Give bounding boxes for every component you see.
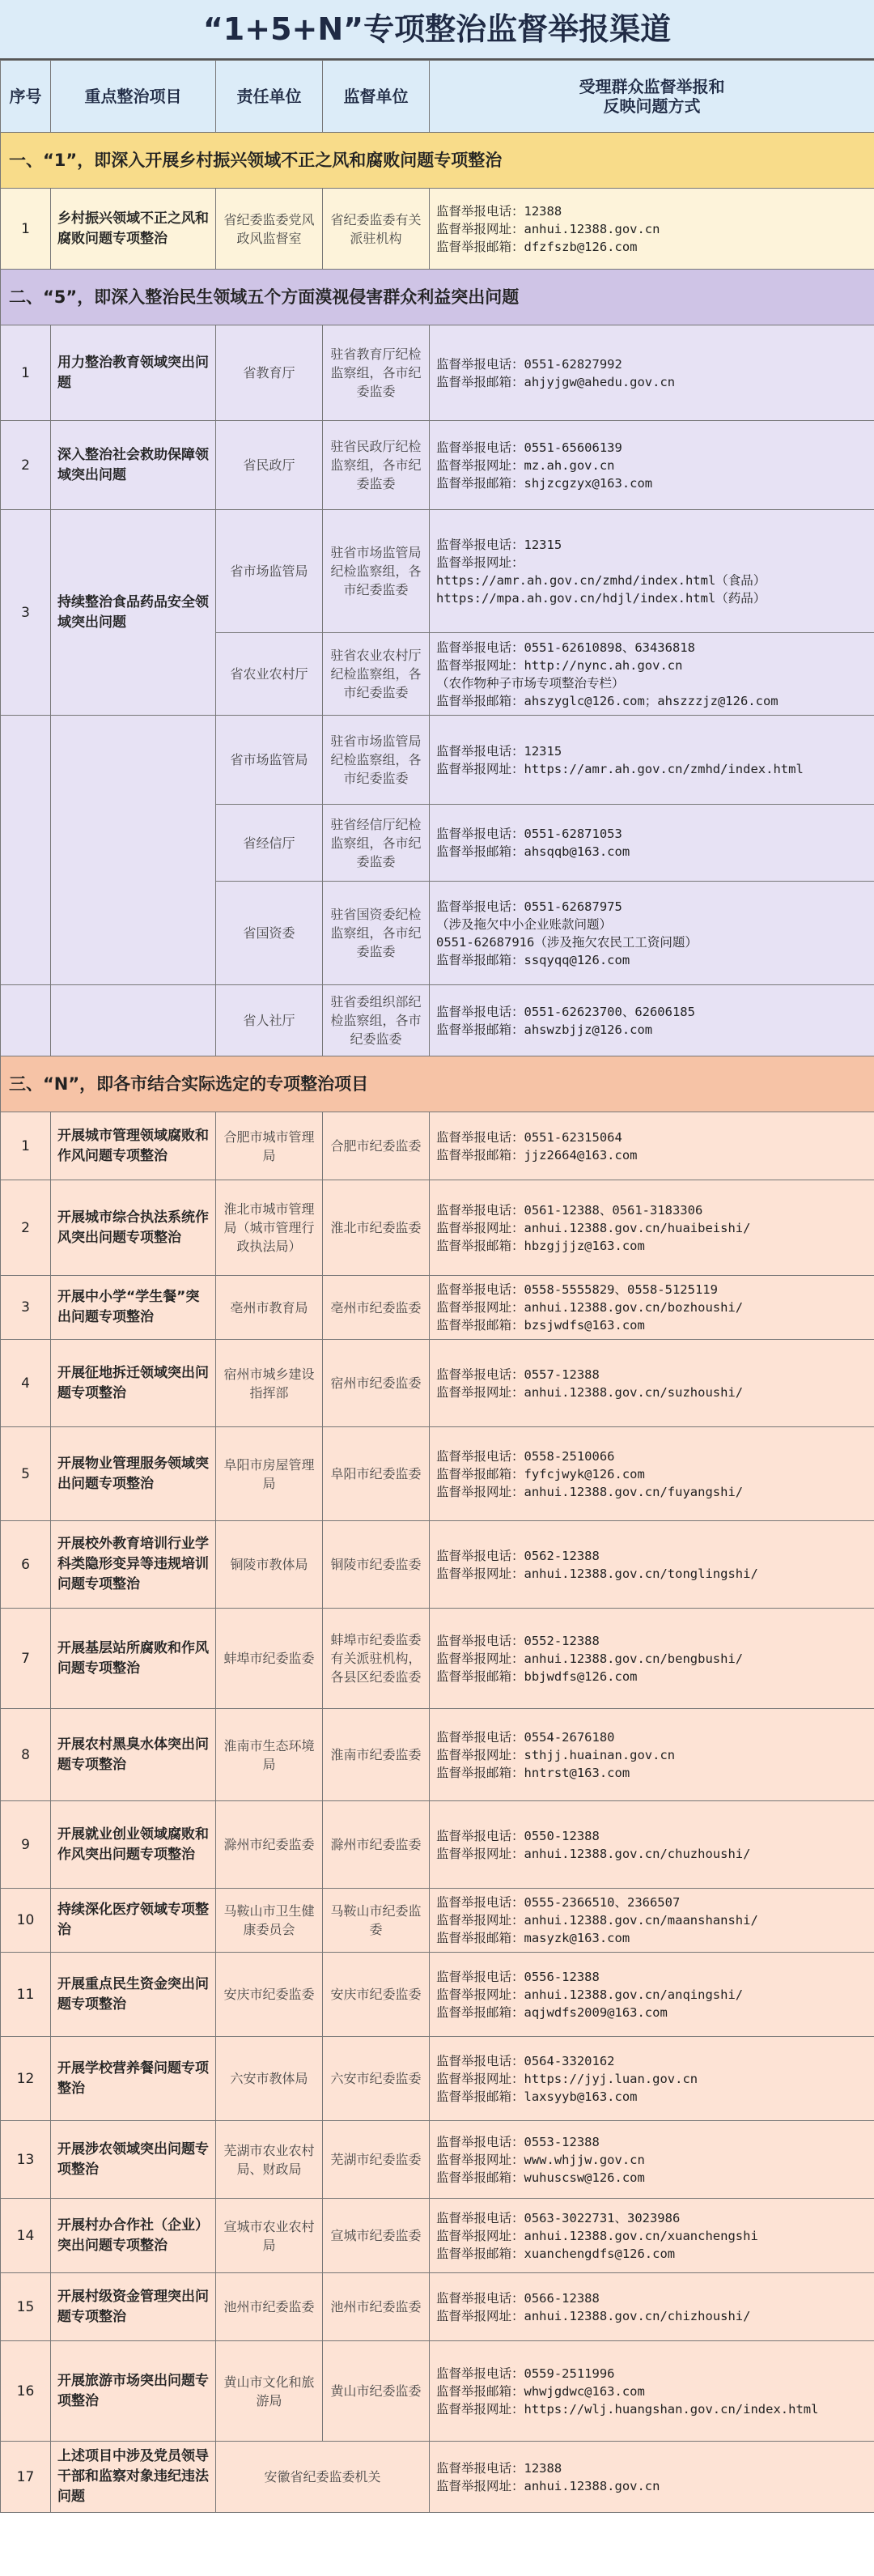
contact-line: 监督举报网址：anhui.12388.gov.cn/bozhoushi/: [436, 1300, 744, 1315]
table-row: [1, 510, 874, 633]
row-responsible-unit: 省纪委监委党风政风监督室: [216, 189, 323, 270]
row-contact: [430, 2199, 874, 2273]
row-responsible-unit: 安庆市纪委监委: [216, 1953, 323, 2037]
row-item: 开展涉农领域突出问题专项整治: [51, 2121, 216, 2199]
row-contact: [430, 882, 874, 985]
table-row: [1, 985, 874, 1056]
contact-line: 监督举报邮箱：masyzk@163.com: [436, 1931, 630, 1945]
table-row: [1, 1112, 874, 1180]
row-supervisor-unit: 驻省市场监管局纪检监察组，各市纪委监委: [323, 716, 430, 805]
row-seq: 13: [1, 2121, 51, 2199]
row-responsible-unit: 池州市纪委监委: [216, 2273, 323, 2341]
section-title: 三、“N”，即各市结合实际选定的专项整治项目: [1, 1056, 874, 1112]
row-responsible-unit: 铜陵市教体局: [216, 1521, 323, 1609]
header-responsible: 责任单位: [216, 61, 323, 133]
table-row: [1, 421, 874, 510]
row-contact: [430, 1340, 874, 1427]
contact-line: 监督举报邮箱：jjz2664@163.com: [436, 1147, 638, 1163]
contact-line: 监督举报电话：0551-62315064: [436, 1129, 622, 1145]
row-supervisor-unit: 亳州市纪委监委: [323, 1276, 430, 1340]
row-contact: [430, 1953, 874, 2037]
section-title: 一、“1”，即深入开展乡村振兴领域不正之风和腐败问题专项整治: [1, 133, 874, 189]
section-title: 二、“5”，即深入整治民生领域五个方面漠视侵害群众利益突出问题: [1, 270, 874, 325]
table-row: [1, 1889, 874, 1953]
contact-line: 监督举报邮箱：ahjyjgw@ahedu.gov.cn: [436, 374, 676, 389]
contact-line: 监督举报邮箱：shjzcgzyx@163.com: [436, 475, 653, 491]
row-responsible-unit: 省农业农村厅: [216, 633, 323, 716]
contact-line: 监督举报电话：0564-3320162: [436, 2053, 615, 2068]
table-row: [1, 325, 874, 421]
row-responsible-unit: 省人社厅: [216, 985, 323, 1056]
row-responsible-unit: 省国资委: [216, 882, 323, 985]
row-supervisor-unit: 驻省经信厅纪检监察组，各市纪委监委: [323, 805, 430, 882]
row-responsible-unit: 宣城市农业农村局: [216, 2199, 323, 2273]
row-contact: [430, 1801, 874, 1889]
contact-line: 监督举报电话：12388: [436, 203, 562, 219]
row-contact: [430, 1889, 874, 1953]
page-title: “1+5+N”专项整治监督举报渠道: [0, 0, 874, 60]
row-item: 用力整治教育领域突出问题: [51, 325, 216, 421]
row-contact: [430, 1276, 874, 1340]
row-item: 上述项目中涉及党员领导干部和监察对象违纪违法问题: [51, 2442, 216, 2513]
row-supervisor-unit: 马鞍山市纪委监委: [323, 1889, 430, 1953]
contact-line: 监督举报邮箱：fyfcjwyk@126.com: [436, 1466, 645, 1481]
table-row: [1, 2273, 874, 2341]
row-seq: [1, 716, 51, 985]
row-item: 持续深化医疗领域专项整治: [51, 1889, 216, 1953]
row-supervisor-unit: 铜陵市纪委监委: [323, 1521, 430, 1609]
contact-line: （农作物种子市场专项整治专栏）: [436, 675, 625, 691]
header-contact-line1: 受理群众监督举报和: [579, 77, 725, 96]
row-contact: [430, 633, 874, 716]
contact-line: 监督举报邮箱：bzsjwdfs@163.com: [436, 1318, 645, 1333]
contact-line: 监督举报邮箱：hbzgjjjz@163.com: [436, 1238, 645, 1253]
row-seq: 11: [1, 1953, 51, 2037]
contact-line: 监督举报电话：0553-12388: [436, 2134, 600, 2149]
contact-line: 监督举报网址：www.whjjw.gov.cn: [436, 2152, 645, 2167]
row-seq: 3: [1, 1276, 51, 1340]
header-seq: 序号: [1, 61, 51, 133]
row-supervisor-unit: 安庆市纪委监委: [323, 1953, 430, 2037]
row-item: 乡村振兴领域不正之风和腐败问题专项整治: [51, 189, 216, 270]
row-supervisor-unit: 宣城市纪委监委: [323, 2199, 430, 2273]
row-responsible-unit: 省教育厅: [216, 325, 323, 421]
contact-line: 监督举报电话：0558-5555829、0558-5125119: [436, 1282, 718, 1297]
row-seq: 10: [1, 1889, 51, 1953]
contact-line: 监督举报电话：0563-3022731、3023986: [436, 2210, 681, 2225]
row-responsible-unit: 淮北市城市管理局（城市管理行政执法局）: [216, 1180, 323, 1276]
contact-line: 监督举报电话：0562-12388: [436, 1548, 600, 1563]
row-supervisor-unit: 阜阳市纪委监委: [323, 1427, 430, 1521]
table-row: [1, 189, 874, 270]
row-contact: [430, 1427, 874, 1521]
row-responsible-unit: 合肥市城市管理局: [216, 1112, 323, 1180]
row-responsible-unit: 黄山市文化和旅游局: [216, 2341, 323, 2442]
row-item: 开展校外教育培训行业学科类隐形变异等违规培训问题专项整治: [51, 1521, 216, 1609]
contact-line: 监督举报邮箱：ahszyglc@126.com；ahszzzjz@126.com: [436, 693, 779, 708]
contact-line: 监督举报网址：anhui.12388.gov.cn: [436, 2478, 660, 2493]
row-contact: [430, 2341, 874, 2442]
contact-line: 监督举报电话：0551-62610898、63436818: [436, 640, 695, 655]
row-responsible-unit: 蚌埠市纪委监委: [216, 1609, 323, 1709]
contact-line: 监督举报网址：sthjj.huainan.gov.cn: [436, 1747, 676, 1762]
contact-line: 监督举报网址：anhui.12388.gov.cn/chuzhoushi/: [436, 1846, 751, 1861]
contact-line: 监督举报电话：0551-62623700、62606185: [436, 1004, 695, 1019]
table-row: [1, 1180, 874, 1276]
row-item: 开展物业管理服务领域突出问题专项整治: [51, 1427, 216, 1521]
row-seq: 1: [1, 325, 51, 421]
header-contact-line2: 反映问题方式: [603, 96, 701, 116]
row-supervisor-unit: 蚌埠市纪委监委有关派驻机构，各县区纪委监委: [323, 1609, 430, 1709]
row-contact: [430, 1521, 874, 1609]
row-contact: [430, 1609, 874, 1709]
row-supervisor-unit: 驻省市场监管局纪检监察组，各市纪委监委: [323, 510, 430, 633]
row-item: 开展就业创业领域腐败和作风突出问题专项整治: [51, 1801, 216, 1889]
row-item: [51, 985, 216, 1056]
contact-line: 监督举报网址：http://nync.ah.gov.cn: [436, 657, 683, 673]
table-row: [1, 2341, 874, 2442]
row-item: 深入整治社会救助保障领域突出问题: [51, 421, 216, 510]
contact-line: 监督举报邮箱：dfzfszb@126.com: [436, 239, 638, 254]
contact-line: 监督举报网址：anhui.12388.gov.cn/huaibeishi/: [436, 1220, 751, 1235]
row-item: 开展村级资金管理突出问题专项整治: [51, 2273, 216, 2341]
contact-line: 监督举报网址：anhui.12388.gov.cn/xuanchengshi: [436, 2228, 758, 2243]
contact-line: 监督举报邮箱：whwjgdwc@163.com: [436, 2383, 645, 2399]
row-responsible-unit: 省市场监管局: [216, 716, 323, 805]
contact-line: 监督举报网址：mz.ah.gov.cn: [436, 457, 615, 473]
contact-line: 监督举报电话：0550-12388: [436, 1828, 600, 1843]
row-responsible-unit: 亳州市教育局: [216, 1276, 323, 1340]
contact-line: 监督举报网址：anhui.12388.gov.cn/bengbushi/: [436, 1651, 744, 1666]
contact-line: 监督举报网址：anhui.12388.gov.cn/maanshanshi/: [436, 1913, 758, 1928]
row-item: 开展重点民生资金突出问题专项整治: [51, 1953, 216, 2037]
table-row: [1, 1609, 874, 1709]
contact-line: 监督举报电话：0561-12388、0561-3183306: [436, 1202, 703, 1218]
row-responsible-unit: 省民政厅: [216, 421, 323, 510]
contact-line: 监督举报电话：0558-2510066: [436, 1448, 615, 1464]
contact-line: 监督举报电话：0555-2366510、2366507: [436, 1895, 681, 1910]
row-contact: [430, 805, 874, 882]
contact-line: 监督举报邮箱：bbjwdfs@126.com: [436, 1668, 638, 1684]
contact-line: 监督举报电话：0559-2511996: [436, 2366, 615, 2381]
row-supervisor-unit: 驻省民政厅纪检监察组，各市纪委监委: [323, 421, 430, 510]
header-supervisor: 监督单位: [323, 61, 430, 133]
contact-line: 监督举报电话：0557-12388: [436, 1367, 600, 1382]
row-item: 开展基层站所腐败和作风问题专项整治: [51, 1609, 216, 1709]
row-supervisor-unit: 驻省国资委纪检监察组，各市纪委监委: [323, 882, 430, 985]
contact-line: 监督举报电话：0552-12388: [436, 1633, 600, 1648]
contact-line: 监督举报邮箱：ssqyqq@126.com: [436, 952, 630, 967]
contact-line: 监督举报电话：0551-62871053: [436, 827, 622, 841]
contact-line: 监督举报电话：0551-62827992: [436, 356, 622, 372]
contact-line: 监督举报电话：0554-2676180: [436, 1729, 615, 1745]
row-seq: 2: [1, 1180, 51, 1276]
row-item: 持续整治食品药品安全领域突出问题: [51, 510, 216, 716]
row-seq: [1, 985, 51, 1056]
row-supervisor-unit: 池州市纪委监委: [323, 2273, 430, 2341]
row-seq: 17: [1, 2442, 51, 2513]
row-contact: [430, 1112, 874, 1180]
row-item: 开展村办合作社（企业）突出问题专项整治: [51, 2199, 216, 2273]
contact-line: 监督举报网址：anhui.12388.gov.cn/fuyangshi/: [436, 1484, 744, 1499]
contact-line: 监督举报网址：: [436, 555, 524, 570]
table-row: [1, 2442, 874, 2513]
row-seq: 4: [1, 1340, 51, 1427]
row-responsible-unit: 宿州市城乡建设指挥部: [216, 1340, 323, 1427]
row-responsible-unit: 马鞍山市卫生健康委员会: [216, 1889, 323, 1953]
header-item: 重点整治项目: [51, 61, 216, 133]
row-contact: [430, 1180, 874, 1276]
row-seq: 16: [1, 2341, 51, 2442]
contact-line: 0551-62687916（涉及拖欠农民工工资问题）: [436, 934, 698, 950]
section-header: [1, 1056, 874, 1112]
row-supervisor-unit: 黄山市纪委监委: [323, 2341, 430, 2442]
contact-line: https://amr.ah.gov.cn/zmhd/index.html（食品）: [436, 572, 766, 588]
table-row: [1, 2121, 874, 2199]
contact-line: 监督举报电话：0556-12388: [436, 1969, 600, 1984]
row-contact: [430, 2121, 874, 2199]
row-seq: 6: [1, 1521, 51, 1609]
row-item: 开展中小学“学生餐”突出问题专项整治: [51, 1276, 216, 1340]
contact-line: 监督举报邮箱：aqjwdfs2009@163.com: [436, 2004, 668, 2020]
row-item: [51, 716, 216, 985]
row-responsible-unit: 安徽省纪委监委机关: [216, 2442, 430, 2513]
contact-line: 监督举报邮箱：ahsqqb@163.com: [436, 844, 630, 859]
row-supervisor-unit: 淮南市纪委监委: [323, 1709, 430, 1801]
contact-line: 监督举报电话：12388: [436, 2460, 562, 2476]
contact-line: 监督举报电话：0566-12388: [436, 2290, 600, 2306]
row-seq: 14: [1, 2199, 51, 2273]
table-row: [1, 1709, 874, 1801]
row-responsible-unit: 滁州市纪委监委: [216, 1801, 323, 1889]
row-supervisor-unit: 驻省委组织部纪检监察组，各市纪委监委: [323, 985, 430, 1056]
row-seq: 9: [1, 1801, 51, 1889]
report-channel-table: [0, 60, 874, 2513]
row-contact: [430, 2037, 874, 2121]
row-responsible-unit: 省市场监管局: [216, 510, 323, 633]
contact-line: 监督举报电话：0551-65606139: [436, 440, 622, 455]
row-item: 开展城市综合执法系统作风突出问题专项整治: [51, 1180, 216, 1276]
row-contact: [430, 510, 874, 633]
section-header: [1, 270, 874, 325]
contact-line: 监督举报邮箱：xuanchengdfs@126.com: [436, 2246, 676, 2261]
table-row: [1, 2037, 874, 2121]
row-responsible-unit: 芜湖市农业农村局、财政局: [216, 2121, 323, 2199]
row-supervisor-unit: 省纪委监委有关派驻机构: [323, 189, 430, 270]
row-supervisor-unit: 淮北市纪委监委: [323, 1180, 430, 1276]
table-row: [1, 1427, 874, 1521]
contact-line: 监督举报邮箱：laxsyyb@163.com: [436, 2089, 638, 2104]
header-contact: [430, 61, 874, 133]
row-supervisor-unit: 合肥市纪委监委: [323, 1112, 430, 1180]
table-row: [1, 1521, 874, 1609]
section-header: [1, 133, 874, 189]
row-responsible-unit: 六安市教体局: [216, 2037, 323, 2121]
row-contact: [430, 189, 874, 270]
row-item: 开展农村黑臭水体突出问题专项整治: [51, 1709, 216, 1801]
row-seq: 8: [1, 1709, 51, 1801]
contact-line: 监督举报电话：0551-62687975: [436, 899, 622, 914]
table-row: [1, 1276, 874, 1340]
row-seq: 1: [1, 1112, 51, 1180]
row-seq: 15: [1, 2273, 51, 2341]
row-item: 开展旅游市场突出问题专项整治: [51, 2341, 216, 2442]
row-contact: [430, 2273, 874, 2341]
row-contact: [430, 421, 874, 510]
row-seq: 7: [1, 1609, 51, 1709]
table-header-row: [1, 61, 874, 133]
row-supervisor-unit: 芜湖市纪委监委: [323, 2121, 430, 2199]
table-row: [1, 1340, 874, 1427]
contact-line: 监督举报网址：https://amr.ah.gov.cn/zmhd/index.html: [436, 761, 804, 776]
row-seq: 1: [1, 189, 51, 270]
row-responsible-unit: 阜阳市房屋管理局: [216, 1427, 323, 1521]
table-row: [1, 1953, 874, 2037]
contact-line: 监督举报网址：anhui.12388.gov.cn/anqingshi/: [436, 1987, 744, 2002]
row-supervisor-unit: 驻省农业农村厅纪检监察组，各市纪委监委: [323, 633, 430, 716]
row-contact: [430, 716, 874, 805]
contact-line: 监督举报邮箱：hntrst@163.com: [436, 1765, 630, 1780]
contact-line: https://mpa.ah.gov.cn/hdjl/index.html（药品）: [436, 590, 766, 606]
row-contact: [430, 2442, 874, 2513]
row-contact: [430, 1709, 874, 1801]
contact-line: 监督举报邮箱：wuhuscsw@126.com: [436, 2170, 645, 2185]
contact-line: 监督举报电话：12315: [436, 537, 562, 552]
contact-line: 监督举报网址：anhui.12388.gov.cn: [436, 221, 660, 236]
contact-line: 监督举报网址：https://jyj.luan.gov.cn: [436, 2071, 698, 2086]
row-supervisor-unit: 驻省教育厅纪检监察组，各市纪委监委: [323, 325, 430, 421]
row-seq: 3: [1, 510, 51, 716]
contact-line: 监督举报网址：anhui.12388.gov.cn/suzhoushi/: [436, 1384, 744, 1400]
row-responsible-unit: 省经信厅: [216, 805, 323, 882]
row-seq: 5: [1, 1427, 51, 1521]
row-supervisor-unit: 宿州市纪委监委: [323, 1340, 430, 1427]
table-row: [1, 1801, 874, 1889]
row-supervisor-unit: 滁州市纪委监委: [323, 1801, 430, 1889]
contact-line: 监督举报网址：anhui.12388.gov.cn/tonglingshi/: [436, 1566, 758, 1581]
row-item: 开展城市管理领域腐败和作风问题专项整治: [51, 1112, 216, 1180]
row-item: 开展征地拆迁领域突出问题专项整治: [51, 1340, 216, 1427]
table-row: [1, 716, 874, 805]
row-responsible-unit: 淮南市生态环境局: [216, 1709, 323, 1801]
row-contact: [430, 325, 874, 421]
row-seq: 12: [1, 2037, 51, 2121]
contact-line: 监督举报网址：https://wlj.huangshan.gov.cn/index.html: [436, 2401, 819, 2417]
row-item: 开展学校营养餐问题专项整治: [51, 2037, 216, 2121]
row-seq: 2: [1, 421, 51, 510]
row-contact: [430, 985, 874, 1056]
contact-line: （涉及拖欠中小企业账款问题）: [436, 916, 613, 932]
contact-line: 监督举报电话：12315: [436, 743, 562, 759]
row-supervisor-unit: 六安市纪委监委: [323, 2037, 430, 2121]
table-row: [1, 2199, 874, 2273]
contact-line: 监督举报网址：anhui.12388.gov.cn/chizhoushi/: [436, 2308, 751, 2323]
contact-line: 监督举报邮箱：ahswzbjjz@126.com: [436, 1022, 653, 1037]
